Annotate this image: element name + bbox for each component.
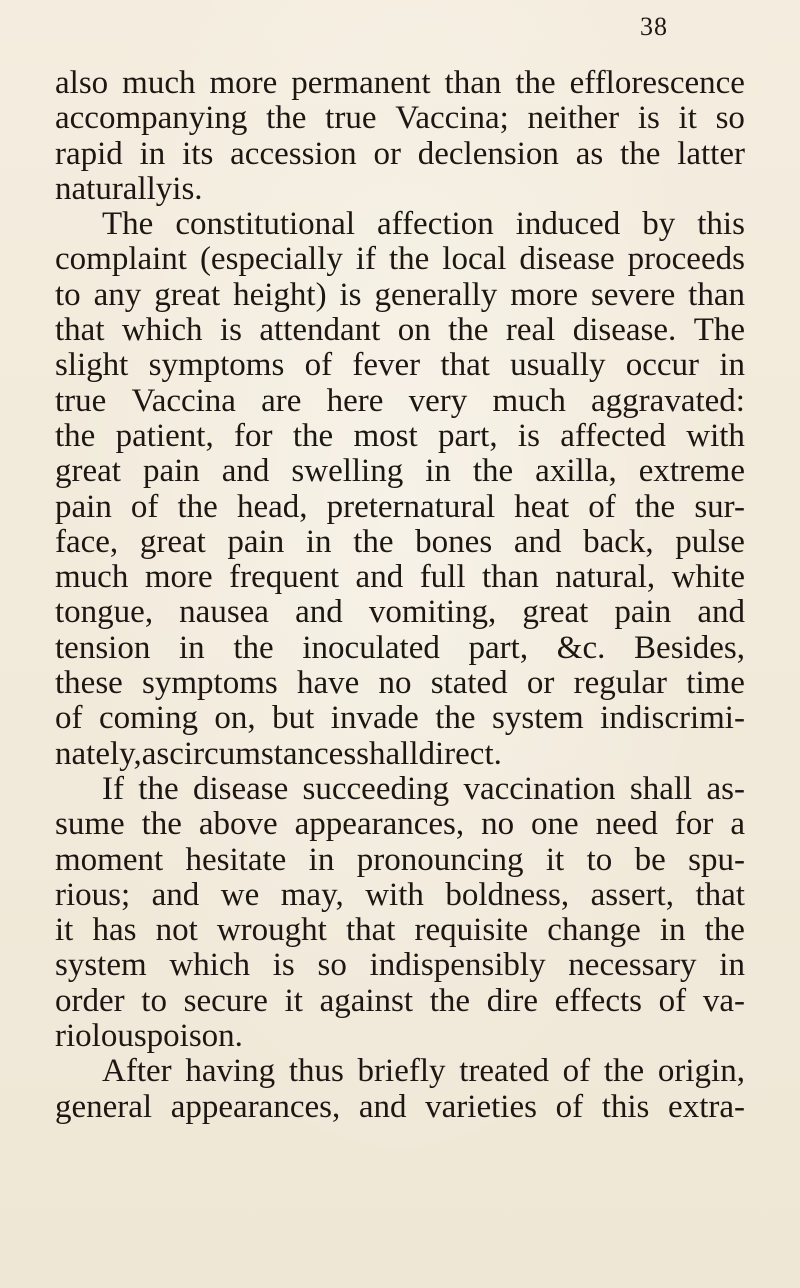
text-line: nately, as circumstances shall direct.	[55, 735, 502, 772]
text-line: The constitutional affection induced by this	[102, 206, 745, 243]
text-line: general appearances, and varieties of this extra-	[55, 1088, 745, 1125]
body-text	[55, 66, 745, 1125]
text-line: rious; and we may, with boldness, assert, that	[55, 876, 745, 913]
text-line: naturally is.	[55, 170, 203, 207]
text-line: of coming on, but invade the system indiscrimi-	[55, 700, 745, 737]
text-line: moment hesitate in pronouncing it to be spu-	[55, 841, 745, 878]
text-line: tension in the inoculated part, &c. Besides,	[55, 629, 745, 666]
text-line: accompanying the true Vaccina; neither is it so	[55, 100, 745, 137]
text-line: riolous poison.	[55, 1018, 243, 1055]
text-line: great pain and swelling in the axilla, extreme	[55, 453, 745, 490]
text-line: order to secure it against the dire effects of va-	[55, 982, 745, 1019]
text-line: If the disease succeeding vaccination shall as-	[102, 770, 745, 807]
text-line: rapid in its accession or declension as the latter	[55, 135, 745, 172]
text-line: the patient, for the most part, is affected with	[55, 417, 745, 454]
text-line: to any great height) is generally more severe than	[55, 276, 745, 313]
text-line: sume the above appearances, no one need for a	[55, 806, 745, 843]
text-line: it has not wrought that requisite change in the	[55, 912, 745, 949]
text-line: true Vaccina are here very much aggravated:	[55, 382, 745, 419]
text-line: slight symptoms of fever that usually occur in	[55, 347, 745, 384]
text-line: system which is so indispensibly necessary in	[55, 947, 745, 984]
page-number: 38	[640, 12, 668, 41]
text-line: that which is attendant on the real disease. The	[55, 312, 745, 349]
text-line: complaint (especially if the local disease proceeds	[55, 241, 745, 278]
text-line: much more frequent and full than natural, white	[55, 559, 745, 596]
text-line: also much more permanent than the efflorescence	[55, 65, 745, 101]
text-line: these symptoms have no stated or regular time	[55, 665, 745, 702]
text-line: face, great pain in the bones and back, pulse	[55, 523, 745, 560]
text-line: After having thus briefly treated of the origin,	[102, 1053, 745, 1090]
text-line: tongue, nausea and vomiting, great pain and	[55, 594, 745, 631]
text-line: pain of the head, preternatural heat of the sur-	[55, 488, 745, 525]
